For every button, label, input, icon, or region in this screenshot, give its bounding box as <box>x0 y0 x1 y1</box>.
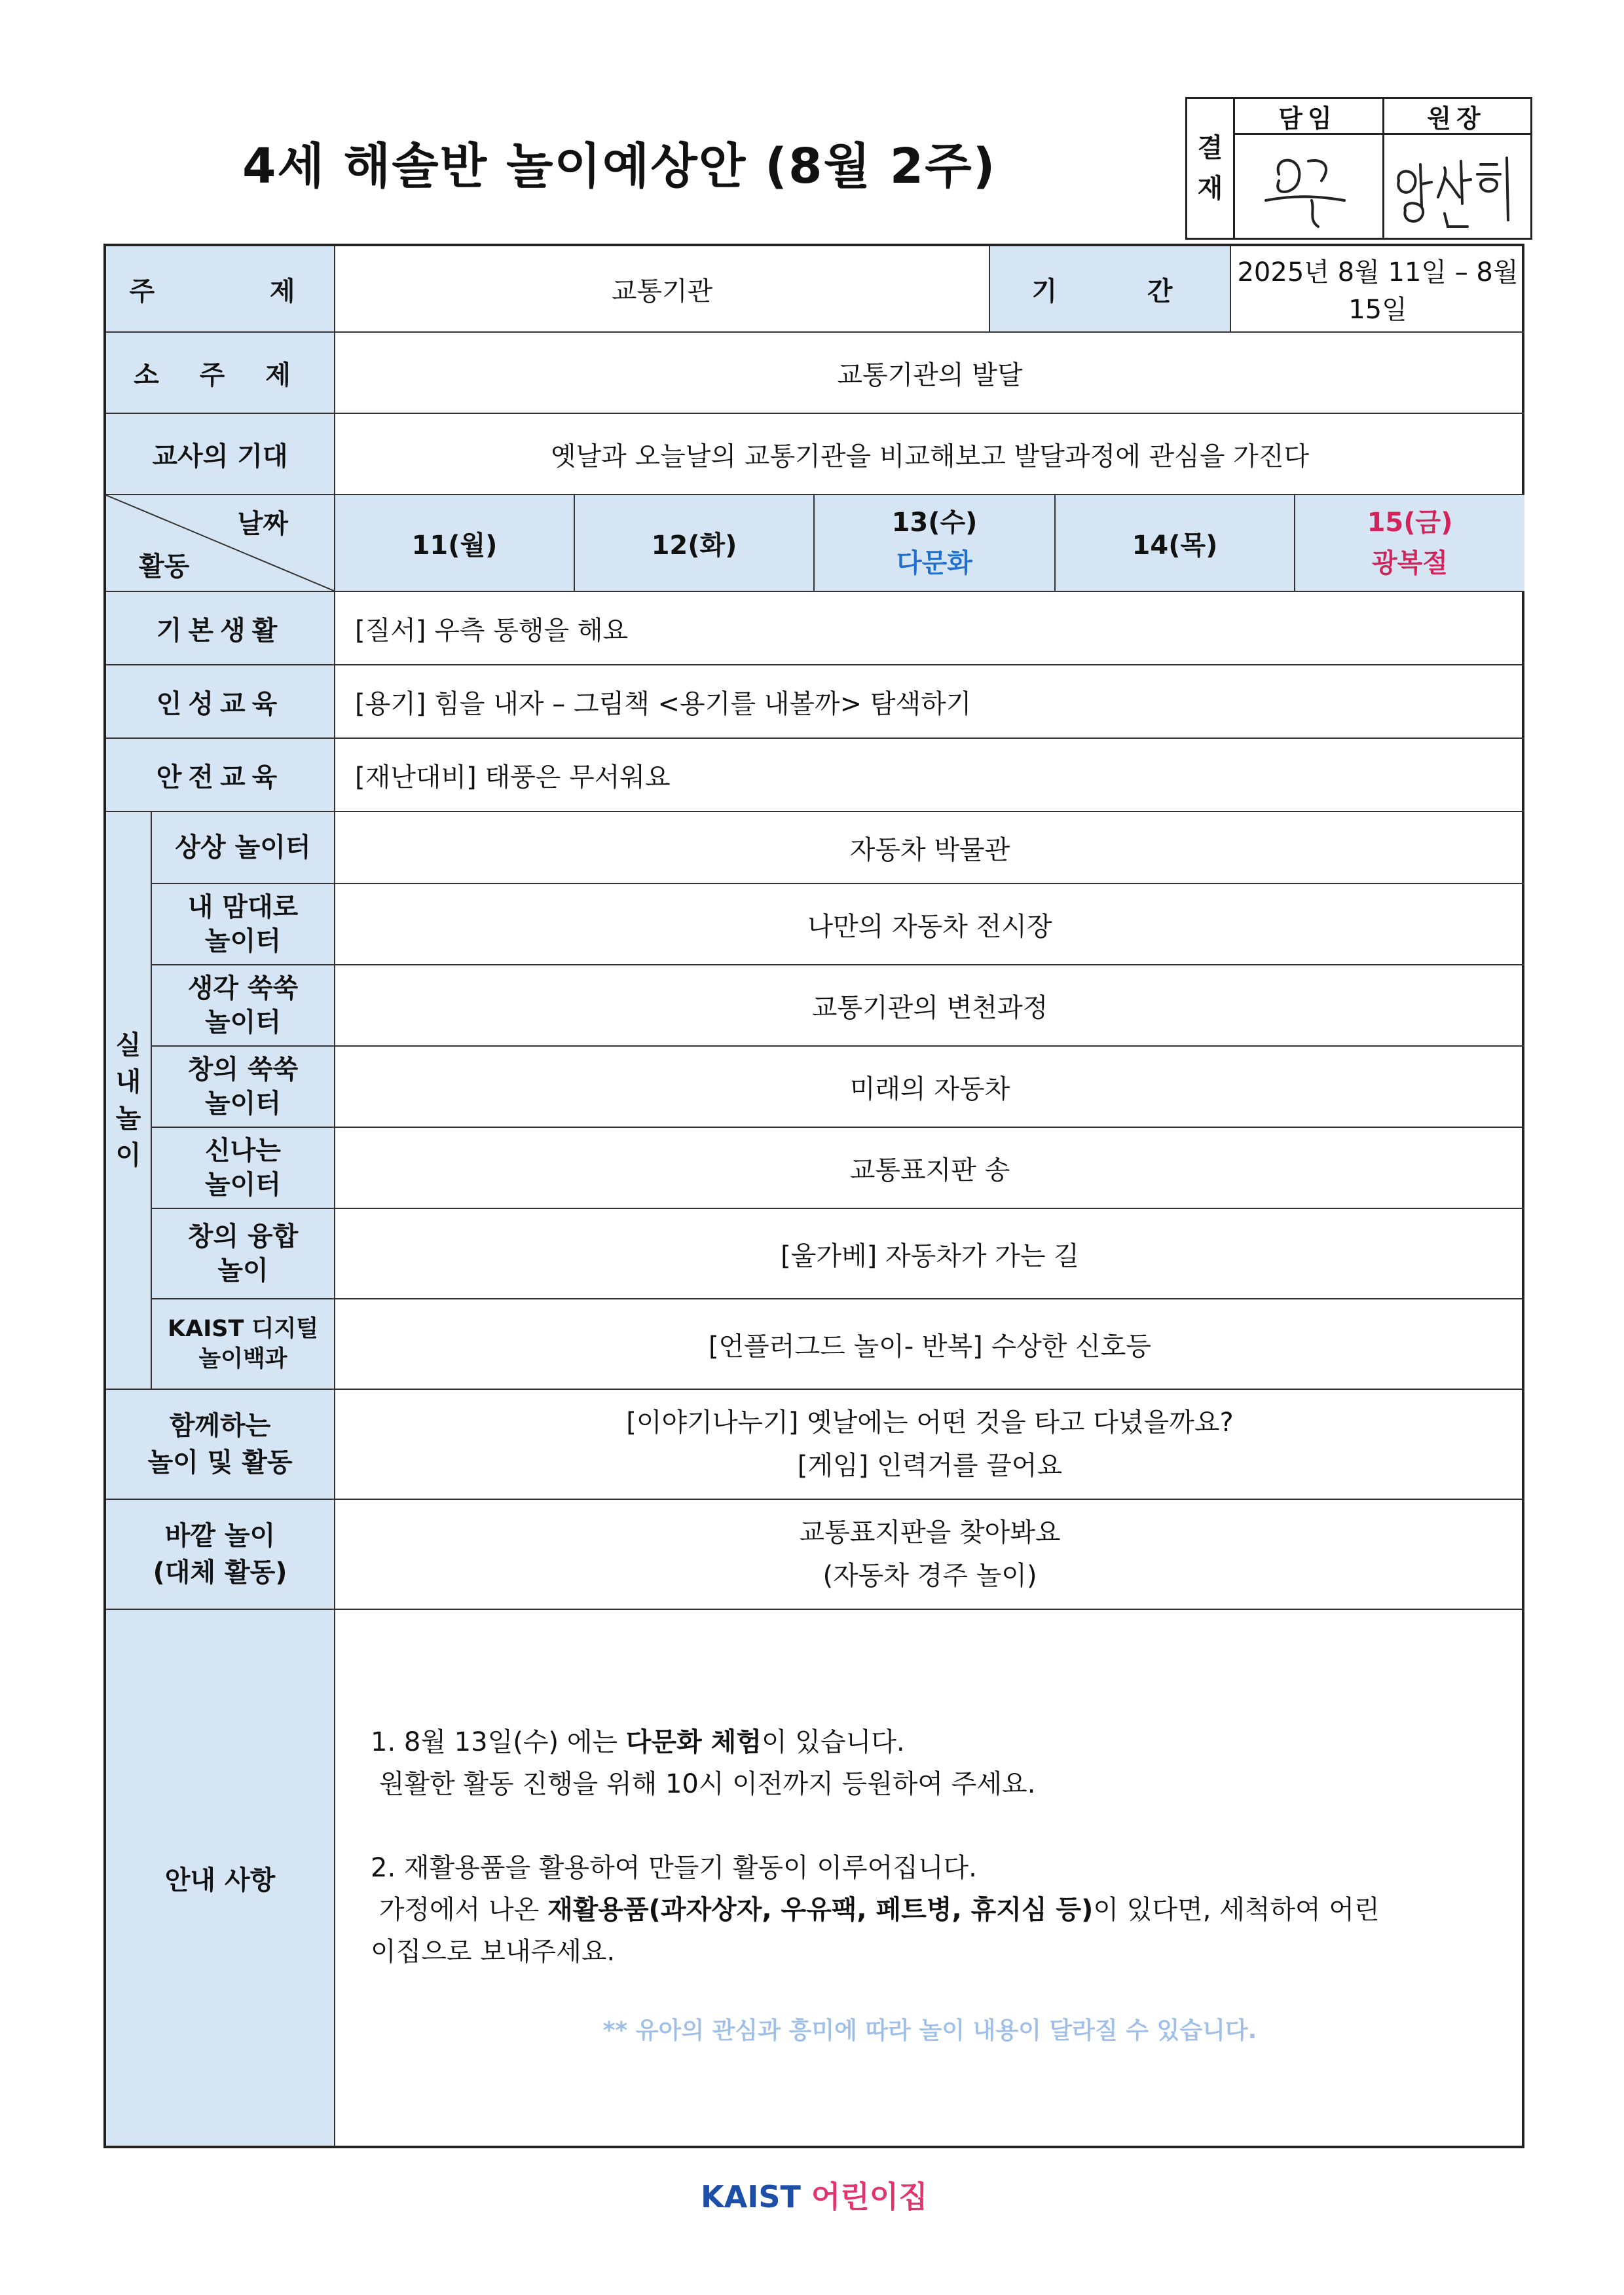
together-line-2: [게임] 인력거를 끌어요 <box>797 1451 1063 1481</box>
indoor-digital-value: [언플러그드 놀이- 반복] 수상한 신호등 <box>335 1299 1524 1390</box>
director-signature <box>1382 135 1530 238</box>
kaist-daycare-logo: KAIST 어린이집 <box>701 2179 928 2214</box>
day-tue: 12(화) <box>575 495 815 592</box>
indoor-convergence-value: [울가베] 자동차가 가는 길 <box>335 1209 1524 1299</box>
period-value: 2025년 8월 11일 – 8월 15일 <box>1231 246 1524 333</box>
indoor-free-value: 나만의 자동차 전시장 <box>335 884 1524 965</box>
outdoor-label: 바깥 놀이 (대체 활동) <box>106 1500 335 1610</box>
together-line-1: [이야기나누기] 옛날에는 어떤 것을 타고 다녔을까요? <box>626 1408 1234 1438</box>
basic-life-label: 기본생활 <box>106 592 335 665</box>
subtopic-label: 소 주 제 <box>106 333 335 414</box>
date-label: 날짜 <box>237 509 288 539</box>
outdoor-value <box>335 1500 1524 1610</box>
indoor-play-group-label: 실 내 놀 이 <box>106 812 152 1390</box>
expectation-value: 옛날과 오늘날의 교통기관을 비교해보고 발달과정에 관심을 가진다 <box>335 414 1524 495</box>
approval-box <box>1185 97 1532 240</box>
approval-director-header: 원장 <box>1382 99 1530 135</box>
activity-label: 활동 <box>139 551 190 582</box>
indoor-exciting-value: 교통표지판 송 <box>335 1128 1524 1209</box>
indoor-free-label: 내 맘대로 놀이터 <box>152 884 335 965</box>
together-value <box>335 1390 1524 1500</box>
date-activity-header <box>106 495 335 592</box>
page-title: 4세 해솔반 놀이예상안 (8월 2주) <box>242 138 997 195</box>
notice-item-2-detail: 가정에서 나온 재활용품(과자상자, 우유팩, 페트병, 휴지심 등)이 있다면, 세척하여 어린 <box>371 1895 1380 1925</box>
day-mon: 11(월) <box>335 495 575 592</box>
indoor-exciting-label: 신나는 놀이터 <box>152 1128 335 1209</box>
day-wed: 13(수) 다문화 <box>815 495 1056 592</box>
notice-item-2: 2. 재활용품을 활용하여 만들기 활동이 이루어집니다. <box>371 1853 977 1883</box>
topic-value: 교통기관 <box>335 246 990 333</box>
indoor-imagination-value: 자동차 박물관 <box>335 812 1524 884</box>
notice-body <box>335 1610 1524 2146</box>
indoor-creative-value: 미래의 자동차 <box>335 1047 1524 1128</box>
period-label: 기 간 <box>990 246 1231 333</box>
indoor-convergence-label: 창의 융합 놀이 <box>152 1209 335 1299</box>
outdoor-line-2: (자동차 경주 놀이) <box>822 1561 1037 1591</box>
expectation-label: 교사의 기대 <box>106 414 335 495</box>
day-thu: 14(목) <box>1056 495 1295 592</box>
notice-item-1-detail: 원활한 활동 진행을 위해 10시 이전까지 등원하여 주세요. <box>371 1769 1036 1799</box>
approval-side-label: 결 재 <box>1187 99 1235 238</box>
indoor-thinking-value: 교통기관의 변천과정 <box>335 965 1524 1047</box>
notice-label: 안내 사항 <box>106 1610 335 2146</box>
day-fri: 15(금) 광복절 <box>1295 495 1524 592</box>
topic-label: 주 제 <box>106 246 335 333</box>
subtopic-value: 교통기관의 발달 <box>335 333 1524 414</box>
notice-footnote: ** 유아의 관심과 흥미에 따라 놀이 내용이 달라질 수 있습니다. <box>602 2017 1257 2044</box>
indoor-digital-label: KAIST 디지털 놀이백과 <box>152 1299 335 1390</box>
together-label: 함께하는 놀이 및 활동 <box>106 1390 335 1500</box>
safety-edu-label: 안전교육 <box>106 739 335 812</box>
indoor-imagination-label: 상상 놀이터 <box>152 812 335 884</box>
character-edu-value: [용기] 힘을 내자 – 그림책 <용기를 내볼까> 탐색하기 <box>335 665 1524 739</box>
notice-item-1: 1. 8월 13일(수) 에는 다문화 체험이 있습니다. <box>371 1727 905 1757</box>
teacher-signature <box>1233 135 1384 238</box>
approval-teacher-header: 담임 <box>1233 99 1384 135</box>
indoor-creative-label: 창의 쑥쑥 놀이터 <box>152 1047 335 1128</box>
indoor-thinking-label: 생각 쑥쑥 놀이터 <box>152 965 335 1047</box>
liberation-day-note: 광복절 <box>1372 548 1448 578</box>
notice-item-2-detail-end: 이집으로 보내주세요. <box>371 1937 616 1967</box>
multicultural-note: 다문화 <box>896 548 972 578</box>
basic-life-value: [질서] 우측 통행을 해요 <box>335 592 1524 665</box>
safety-edu-value: [재난대비] 태풍은 무서워요 <box>335 739 1524 812</box>
character-edu-label: 인성교육 <box>106 665 335 739</box>
outdoor-line-1: 교통표지판을 찾아봐요 <box>799 1518 1061 1548</box>
plan-table <box>103 244 1524 2148</box>
